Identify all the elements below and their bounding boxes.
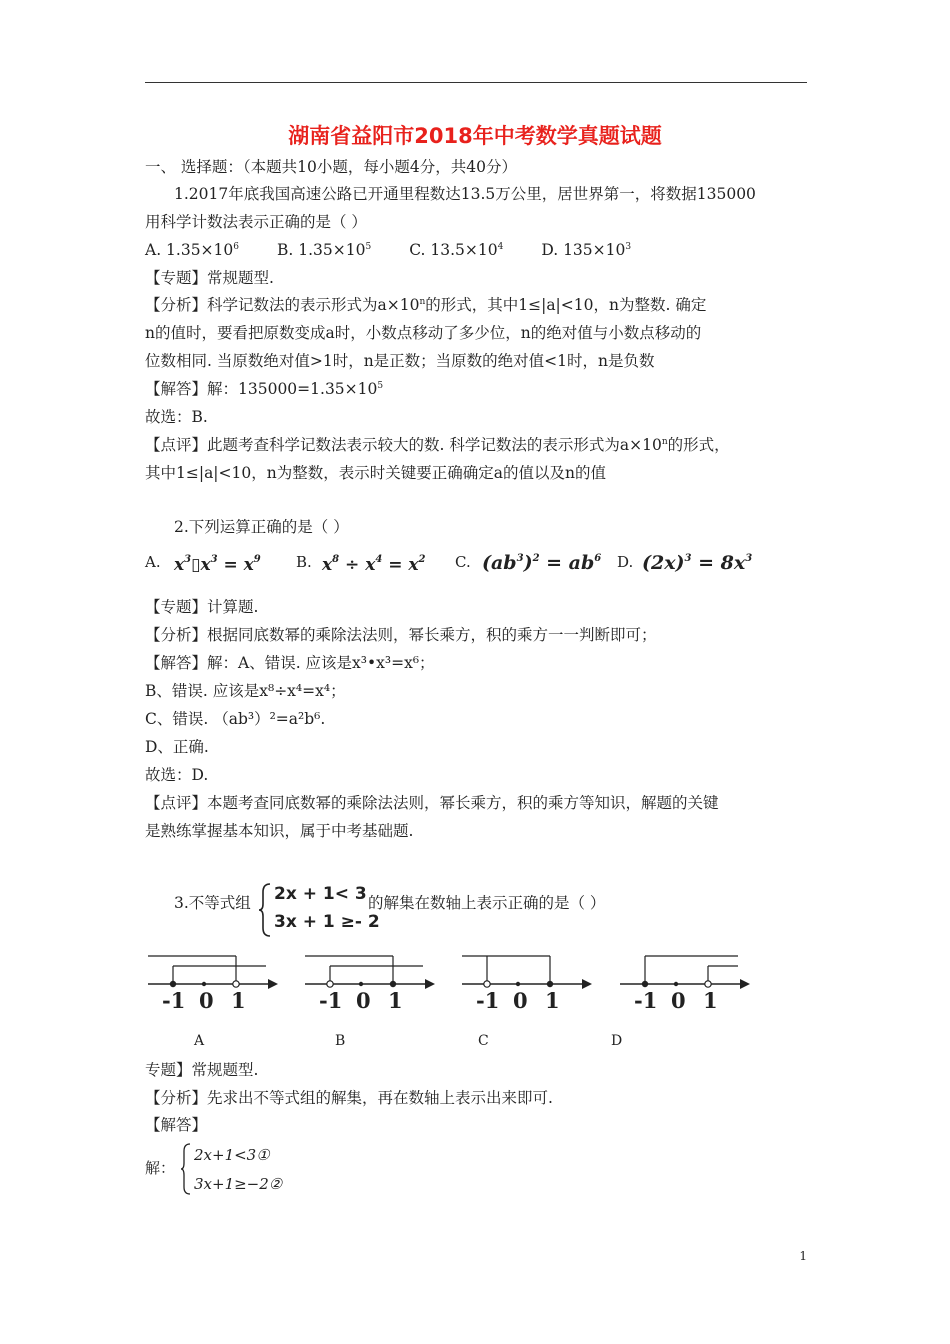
q3-option-a: A — [194, 1033, 205, 1049]
q3-inequality-1: 2x + 1< 3 — [274, 884, 367, 904]
tick-c-m1: -1 — [476, 988, 500, 1013]
tick-d-m1: -1 — [634, 988, 658, 1013]
q1-choice: 故选：B. — [145, 408, 208, 426]
q3-system-brace — [258, 882, 272, 938]
q2-answer-line2: B、错误. 应该是x⁸÷x⁴=x⁴； — [145, 682, 346, 700]
q3-solution-ineq-1: 2x+1<3① — [194, 1146, 270, 1164]
q2-expression-c: $(ab^3)^2 = ab^6$ — [482, 552, 602, 574]
section-heading: 一、 选择题：（本题共10小题，每小题4分，共40分） — [145, 158, 517, 176]
q2-expression-a: $x^3▯x^3 = x^9$ — [174, 554, 261, 575]
q3-option-b: B — [335, 1033, 346, 1049]
q1-option-a: A. $1.35\times 10^6$ — [145, 241, 240, 259]
q1-stem-line2: 用科学计数法表示正确的是（ ） — [145, 213, 367, 231]
q1-comment-line1: 【点评】此题考查科学记数法表示较大的数. 科学记数法的表示形式为$a\times 10^n$的形式， — [145, 436, 730, 454]
q1-analysis-line2: n的值时，要看把原数变成a时，小数点移动了多少位，n的绝对值与小数点移动的 — [145, 324, 702, 342]
q3-solution-ineq-2: 3x+1≥−2② — [194, 1175, 283, 1193]
number-line-d — [620, 956, 750, 989]
q2-expression-b: $x^8 \div x^4 = x^2$ — [322, 554, 426, 575]
q3-stem-suffix: 的解集在数轴上表示正确的是（ ） — [368, 894, 606, 912]
number-line-a — [148, 956, 278, 989]
q2-answer-line1: 【解答】解：A、错误. 应该是x³•x³=x⁶； — [145, 654, 435, 672]
q1-options — [145, 240, 631, 260]
tick-b-m1: -1 — [319, 988, 343, 1013]
q3-option-d: D — [611, 1033, 623, 1049]
q3-solution-prefix: 解： — [145, 1159, 176, 1177]
q2-comment-line1: 【点评】本题考查同底数幂的乘除法法则，幂长乘方，积的乘方等知识，解题的关键 — [145, 794, 719, 812]
q2-label-b: B. — [296, 553, 312, 571]
q2-label-a: A. — [145, 553, 161, 571]
q3-analysis: 【分析】先求出不等式组的解集，再在数轴上表示出来即可. — [145, 1089, 553, 1107]
number-line-b — [305, 956, 435, 989]
q1-analysis-line3: 位数相同. 当原数绝对值>1时，n是正数；当原数的绝对值<1时，n是负数 — [145, 352, 655, 370]
q2-label-c: C. — [455, 553, 471, 571]
page-number: 1 — [799, 1249, 807, 1263]
q3-solution-brace — [180, 1142, 192, 1196]
q1-option-b: B. $1.35\times 10^5$ — [277, 241, 372, 259]
q1-stem-line1: 1.2017年底我国高速公路已开通里程数达13.5万公里，居世界第一，将数据135000 — [174, 185, 756, 203]
tick-b-1: 1 — [388, 988, 403, 1013]
q1-option-d: D. $135\times 10^3$ — [541, 241, 632, 259]
tick-b-0: 0 — [356, 988, 371, 1013]
q3-topic: 专题】常规题型. — [145, 1061, 259, 1079]
tick-a-m1: -1 — [162, 988, 186, 1013]
q2-expression-d: $(2x)^3 = 8x^3$ — [642, 552, 753, 574]
q2-stem: 2.下列运算正确的是（ ） — [174, 518, 349, 536]
q3-option-c: C — [478, 1033, 489, 1049]
header-rule — [145, 82, 807, 83]
q1-topic: 【专题】常规题型. — [145, 269, 274, 287]
q2-answer-line4: D、正确. — [145, 738, 209, 756]
q1-option-c: C. $13.5\times 10^4$ — [409, 241, 504, 259]
q2-choice: 故选：D. — [145, 766, 209, 784]
q3-stem-prefix: 3.不等式组 — [174, 894, 251, 912]
q2-label-d: D. — [617, 553, 634, 571]
tick-c-0: 0 — [513, 988, 528, 1013]
tick-a-0: 0 — [199, 988, 214, 1013]
page-title: 湖南省益阳市2018年中考数学真题试题 — [288, 124, 662, 148]
q1-answer: 【解答】解：$135000=1.35\times 10^5$ — [145, 380, 384, 398]
tick-c-1: 1 — [545, 988, 560, 1013]
q2-answer-line3: C、错误. （ab³）²=a²b⁶. — [145, 710, 326, 728]
q1-analysis-line1: 【分析】科学记数法的表示形式为$a\times 10^n$的形式，其中1≤|a|<10，n为整数. 确定 — [145, 296, 707, 314]
tick-d-0: 0 — [671, 988, 686, 1013]
q2-analysis: 【分析】根据同底数幂的乘除法法则，幂长乘方，积的乘方一一判断即可； — [145, 626, 657, 644]
q3-answer-heading: 【解答】 — [145, 1116, 208, 1134]
q2-topic: 【专题】计算题. — [145, 598, 259, 616]
q2-comment-line2: 是熟练掌握基本知识，属于中考基础题. — [145, 822, 414, 840]
q3-inequality-2: 3x + 1 ≥- 2 — [274, 912, 380, 932]
q1-comment-line2: 其中1≤|a|<10，n为整数，表示时关键要正确确定a的值以及n的值 — [145, 464, 606, 482]
tick-d-1: 1 — [703, 988, 718, 1013]
tick-a-1: 1 — [231, 988, 246, 1013]
number-line-c — [462, 956, 592, 989]
